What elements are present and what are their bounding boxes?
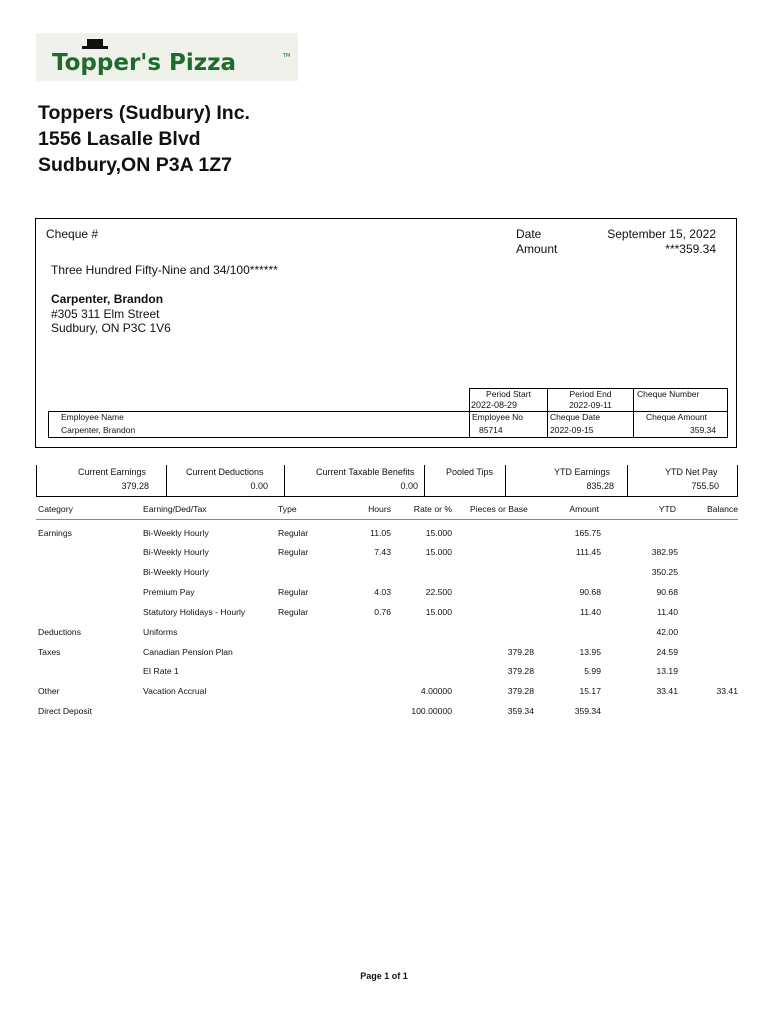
cell-earning: Premium Pay — [143, 587, 195, 597]
current-deductions-label: Current Deductions — [186, 467, 264, 477]
cell-type: Regular — [278, 587, 309, 597]
current-earnings-value: 379.28 — [121, 481, 149, 491]
cell-hours: 7.43 — [374, 547, 391, 557]
col-header-balance: Balance — [706, 504, 738, 514]
cell-ytd: 11.40 — [657, 607, 678, 617]
cell-ytd: 13.19 — [656, 666, 678, 676]
divider — [737, 465, 738, 497]
employee-name-value: Carpenter, Brandon — [61, 425, 136, 435]
cell-pieces: 379.28 — [507, 666, 534, 676]
col-header-amount: Amount — [569, 504, 599, 514]
cell-rate: 100.00000 — [411, 706, 452, 716]
divider — [284, 465, 285, 497]
divider — [48, 411, 49, 438]
cell-ytd: 382.95 — [651, 547, 678, 557]
col-header-type: Type — [278, 504, 297, 514]
employee-no-value: 85714 — [479, 425, 503, 435]
pooled-tips-label: Pooled Tips — [446, 467, 494, 477]
cell-amount: 15.17 — [579, 686, 601, 696]
taxable-benefits-label: Current Taxable Benefits — [316, 467, 415, 477]
cell-hours: 11.05 — [370, 528, 391, 538]
divider — [727, 388, 728, 438]
date-value: September 15, 2022 — [607, 227, 716, 241]
divider — [633, 388, 634, 438]
ytd-net-pay-label: YTD Net Pay — [665, 467, 718, 477]
period-start-value: 2022-08-29 — [471, 400, 518, 410]
cell-category: Earnings — [38, 528, 72, 538]
cell-hours: 0.76 — [374, 607, 391, 617]
table-row — [0, 666, 768, 680]
cell-amount: 165.75 — [574, 528, 601, 538]
divider — [627, 465, 628, 497]
cell-ytd: 350.25 — [651, 567, 678, 577]
cheque-number-col-label: Cheque Number — [637, 389, 700, 399]
period-start-label: Period Start — [486, 389, 531, 399]
company-address — [38, 100, 250, 178]
table-row — [0, 528, 768, 542]
cell-earning: Bi-Weekly Hourly — [143, 567, 209, 577]
logo-trademark: TM — [283, 53, 291, 59]
cell-earning: Statutory Holidays - Hourly — [143, 607, 246, 617]
cell-amount: 5.99 — [584, 666, 601, 676]
col-header-hours: Hours — [368, 504, 391, 514]
employee-name-label: Employee Name — [61, 412, 124, 422]
company-name: Toppers (Sudbury) Inc. — [38, 102, 250, 124]
cell-ytd: 24.59 — [656, 647, 678, 657]
col-header-ytd: YTD — [658, 504, 676, 514]
date-label: Date — [516, 227, 542, 241]
logo-wordmark: Topper's Pizza — [52, 50, 237, 76]
cheque-number-label: Cheque # — [46, 227, 99, 241]
col-header-earning: Earning/Ded/Tax — [143, 504, 207, 514]
period-end-value: 2022-09-11 — [569, 400, 612, 410]
cell-rate: 15.000 — [425, 547, 452, 557]
amount-value: ***359.34 — [665, 242, 716, 256]
payee-address-line2: Sudbury, ON P3C 1V6 — [51, 321, 171, 335]
cell-earning: Bi-Weekly Hourly — [143, 547, 209, 557]
amount-label: Amount — [516, 242, 558, 256]
divider — [505, 465, 506, 497]
cell-amount: 90.68 — [579, 587, 601, 597]
cell-amount: 13.95 — [579, 647, 601, 657]
current-earnings-label: Current Earnings — [78, 467, 147, 477]
company-logo — [36, 33, 298, 81]
table-row — [0, 686, 768, 700]
cell-earning: EI Rate 1 — [143, 666, 179, 676]
col-header-category: Category — [38, 504, 73, 514]
divider — [424, 465, 425, 497]
ytd-earnings-value: 835.28 — [586, 481, 614, 491]
cell-pieces: 379.28 — [507, 647, 534, 657]
cell-earning: Uniforms — [143, 627, 178, 637]
cell-rate: 4.00000 — [420, 686, 452, 696]
cell-pieces: 359.34 — [507, 706, 534, 716]
cell-category: Deductions — [38, 627, 81, 637]
cell-category: Direct Deposit — [38, 706, 92, 716]
cell-type: Regular — [278, 547, 309, 557]
employee-no-label: Employee No — [472, 412, 524, 422]
col-header-rate: Rate or % — [413, 504, 452, 514]
cell-pieces: 379.28 — [507, 686, 534, 696]
earnings-summary — [36, 465, 738, 497]
table-row — [0, 547, 768, 561]
ytd-net-pay-value: 755.50 — [691, 481, 719, 491]
cell-earning: Vacation Accrual — [143, 686, 207, 696]
table-row — [0, 647, 768, 661]
table-header-row — [0, 504, 768, 518]
table-row — [0, 567, 768, 581]
table-row — [0, 627, 768, 641]
col-header-pieces: Pieces or Base — [470, 504, 528, 514]
cell-ytd: 33.41 — [656, 686, 678, 696]
cell-category: Taxes — [38, 647, 61, 657]
cell-category: Other — [38, 686, 60, 696]
cell-amount: 11.40 — [580, 607, 601, 617]
cell-rate: 22.500 — [425, 587, 452, 597]
table-row — [0, 706, 768, 720]
divider — [166, 465, 167, 497]
payee-address-line1: #305 311 Elm Street — [51, 307, 160, 321]
cell-ytd: 42.00 — [656, 627, 678, 637]
divider — [36, 496, 738, 497]
cell-earning: Bi-Weekly Hourly — [143, 528, 209, 538]
cell-amount: 359.34 — [574, 706, 601, 716]
taxable-benefits-value: 0.00 — [400, 481, 418, 491]
cell-ytd: 90.68 — [656, 587, 678, 597]
payee-name: Carpenter, Brandon — [51, 292, 164, 306]
divider — [48, 411, 728, 412]
cell-rate: 15.000 — [425, 607, 452, 617]
current-deductions-value: 0.00 — [250, 481, 268, 491]
company-address-line1: 1556 Lasalle Blvd — [38, 128, 201, 150]
cell-rate: 15.000 — [425, 528, 452, 538]
cheque-date-label: Cheque Date — [550, 412, 601, 422]
period-end-label: Period End — [569, 389, 612, 399]
cheque-amount-label: Cheque Amount — [646, 412, 707, 422]
cell-type: Regular — [278, 528, 309, 538]
divider — [36, 519, 738, 520]
divider — [36, 465, 37, 497]
page-number: Page 1 of 1 — [360, 971, 408, 981]
cell-hours: 4.03 — [374, 587, 391, 597]
cheque-amount-value: 359.34 — [690, 425, 716, 435]
cheque-section — [35, 218, 737, 448]
cell-type: Regular — [278, 607, 309, 617]
company-address-line2: Sudbury,ON P3A 1Z7 — [38, 154, 232, 176]
table-row — [0, 607, 768, 621]
cell-earning: Canadian Pension Plan — [143, 647, 233, 657]
divider — [48, 437, 728, 438]
ytd-earnings-label: YTD Earnings — [554, 467, 611, 477]
cell-amount: 111.45 — [575, 547, 601, 557]
table-row — [0, 587, 768, 601]
cell-balance: 33.41 — [716, 686, 738, 696]
cheque-date-value: 2022-09-15 — [550, 425, 594, 435]
amount-in-words: Three Hundred Fifty-Nine and 34/100****** — [51, 263, 278, 277]
